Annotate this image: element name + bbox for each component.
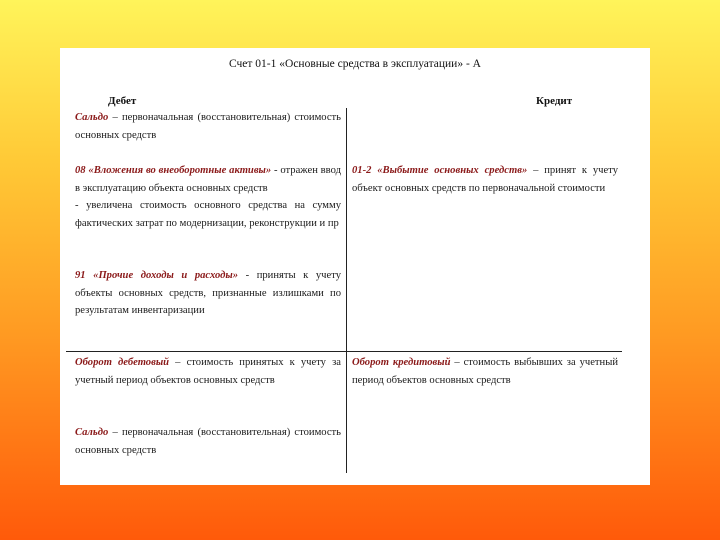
- debet-account-91: [75, 267, 341, 320]
- slide-sheet: [60, 48, 650, 485]
- debet-saldo-end: [75, 424, 341, 459]
- kredit-account-01-2: [352, 162, 618, 197]
- account-08-text: - отражен ввод в эксплуатацию объекта основных средств: [75, 165, 341, 194]
- debet-header: Дебет: [108, 95, 137, 107]
- saldo-term: Сальдо: [75, 112, 109, 123]
- debet-turnover-term: Оборот дебетовый: [75, 357, 170, 368]
- debet-turnover: [75, 354, 341, 389]
- account-08-term: 08 «Вложения во внеоборотные активы»: [75, 165, 272, 176]
- account-01-2-term: 01-2 «Выбытие основных средств»: [352, 165, 528, 176]
- saldo-end-term: Сальдо: [75, 427, 109, 438]
- page-title: Счет 01-1 «Основные средства в эксплуатации» - А: [229, 58, 481, 70]
- turnover-divider: [66, 351, 622, 352]
- debet-turnover-text: – стоимость принятых к учету за учетный период объектов основных средств: [75, 357, 341, 386]
- column-divider: [346, 108, 347, 473]
- debet-account-08: [75, 162, 341, 232]
- kredit-turnover-term: Оборот кредитовый: [352, 357, 451, 368]
- kredit-header: Кредит: [536, 95, 573, 107]
- account-91-term: 91 «Прочие доходы и расходы»: [75, 270, 239, 281]
- account-91-text: - приняты к учету объекты основных средств, признанные излишками по результатам инвентаризации: [75, 270, 341, 317]
- account-01-2-text: – принят к учету объект основных средств по первоначальной стоимости: [352, 165, 618, 194]
- kredit-turnover: [352, 354, 618, 389]
- saldo-end-text: – первоначальная (восстановительная) стоимость основных средств: [75, 427, 341, 456]
- kredit-turnover-text: – стоимость выбывших за учетный период объектов основных средств: [352, 357, 618, 386]
- saldo-text: – первоначальная (восстановительная) стоимость основных средств: [75, 112, 341, 141]
- debet-saldo-start: [75, 109, 341, 144]
- account-08-text-2: - увеличена стоимость основного средства на сумму фактических затрат по модернизации, реконструкции и пр: [75, 200, 341, 229]
